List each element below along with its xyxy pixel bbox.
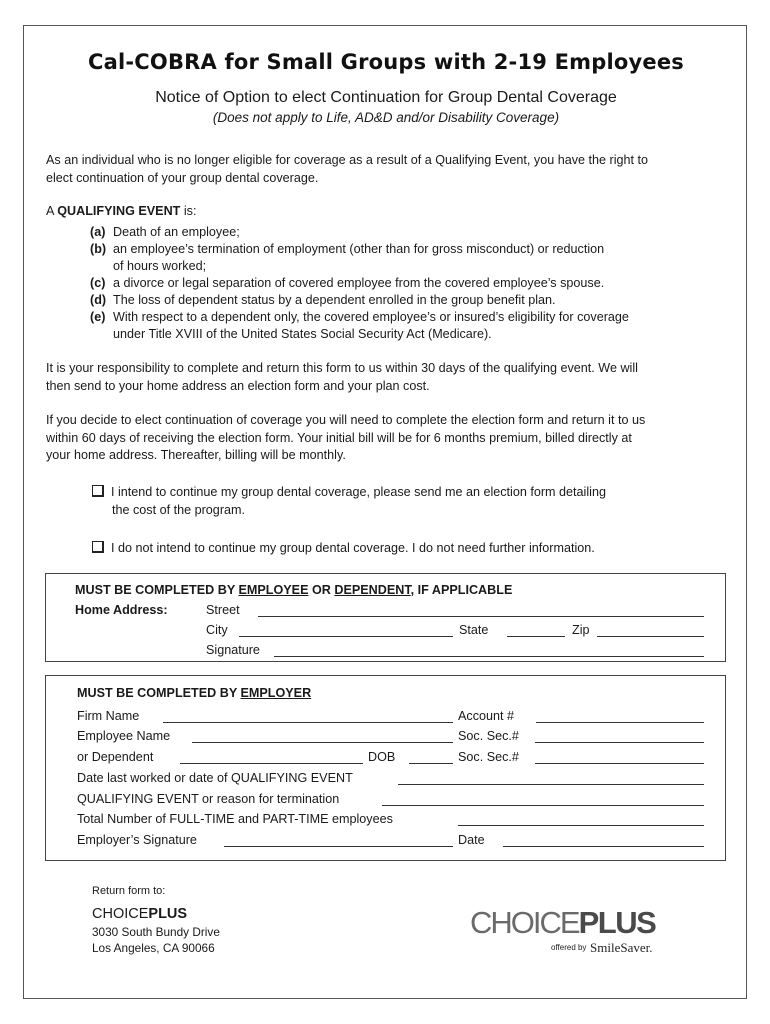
- street-label: Street: [206, 603, 240, 617]
- or-dependent-label: or Dependent: [77, 750, 154, 764]
- employee-name-label: Employee Name: [77, 729, 171, 743]
- zip-label: Zip: [572, 623, 590, 637]
- reason-field[interactable]: [382, 805, 704, 806]
- qualifying-item-b: (b) an employee’s termination of employment (other than for gross misconduct) or reduction: [90, 242, 605, 256]
- state-label: State: [459, 623, 489, 637]
- account-field[interactable]: [536, 722, 704, 723]
- qualifying-item-e: (e) With respect to a dependent only, the covered employee’s or insured’s eligibility for coverage: [90, 310, 629, 324]
- return-company: CHOICEPLUS: [92, 906, 188, 922]
- decision-text: If you decide to elect continuation of coverage you will need to complete the election form and return it to us within 60 days of receiving the election form. Your initial bill will be for 6 months premium, billed directly at your home address. Thereafter, billing will be monthly.: [46, 413, 646, 462]
- soc-sec-label: Soc. Sec.#: [458, 729, 519, 743]
- account-label: Account #: [458, 709, 515, 723]
- option-continue[interactable]: I intend to continue my group dental coverage, please send me an election form detailing the cost of the program.: [92, 484, 606, 519]
- signature-field[interactable]: [274, 656, 704, 657]
- date-label: Date: [458, 833, 485, 847]
- city-label: City: [206, 623, 228, 637]
- date-last-worked-label: Date last worked or date of QUALIFYING EVENT: [77, 771, 353, 785]
- firm-name-field[interactable]: [163, 722, 453, 723]
- street-field[interactable]: [258, 616, 704, 617]
- firm-name-label: Firm Name: [77, 709, 140, 723]
- choiceplus-logo: CHOICEPLUS: [470, 905, 656, 940]
- home-address-label: Home Address:: [75, 603, 168, 617]
- offered-by-label: offered by: [551, 943, 587, 952]
- return-label: Return form to:: [92, 885, 166, 897]
- responsibility-text: It is your responsibility to complete and return this form to us within 30 days of the qualifying event. We will then send to your home address an election form and your plan cost.: [46, 361, 638, 393]
- form-note: (Does not apply to Life, AD&D and/or Disability Coverage): [212, 110, 560, 125]
- qualifying-item-e-cont: under Title XVIII of the United States Social Security Act (Medicare).: [113, 327, 492, 341]
- decline-checkbox[interactable]: [92, 541, 104, 553]
- form-subtitle: Notice of Option to elect Continuation for Group Dental Coverage: [155, 89, 617, 106]
- employer-section: [45, 675, 726, 861]
- intro-line-1: As an individual who is no longer eligible for coverage as a result of a Qualifying Event, you have the right to: [46, 153, 649, 167]
- state-field[interactable]: [507, 636, 565, 637]
- employer-section-heading: MUST BE COMPLETED BY EMPLOYER: [77, 686, 312, 700]
- option-decline[interactable]: I do not intend to continue my group dental coverage. I do not need further information.: [92, 540, 595, 558]
- form-title: Cal-COBRA for Small Groups with 2-19 Employees: [88, 50, 684, 74]
- dependent-soc-sec-label: Soc. Sec.#: [458, 750, 519, 764]
- qualifying-heading: A QUALIFYING EVENT is:: [46, 204, 197, 218]
- qualifying-item-c: (c) a divorce or legal separation of covered employee from the covered employee’s spouse.: [90, 276, 605, 290]
- qualifying-item-b-cont: of hours worked;: [113, 259, 207, 273]
- employee-name-field[interactable]: [192, 742, 453, 743]
- dependent-soc-sec-field[interactable]: [535, 763, 704, 764]
- intro-text: [46, 152, 648, 187]
- soc-sec-field[interactable]: [535, 742, 704, 743]
- qualifying-item-a: (a) Death of an employee;: [90, 225, 240, 239]
- zip-field[interactable]: [597, 636, 704, 637]
- reason-label: QUALIFYING EVENT or reason for termination: [77, 792, 340, 806]
- smilesaver-brand: SmileSaver.: [590, 940, 653, 955]
- employer-signature-label: Employer’s Signature: [77, 833, 197, 847]
- return-address-2: Los Angeles, CA 90066: [92, 941, 215, 955]
- city-field[interactable]: [239, 636, 453, 637]
- dependent-name-field[interactable]: [180, 763, 363, 764]
- employee-section-heading: MUST BE COMPLETED BY EMPLOYEE OR DEPENDENT, IF APPLICABLE: [75, 583, 513, 597]
- dob-label: DOB: [368, 750, 396, 764]
- form-page: [23, 25, 747, 999]
- dob-field[interactable]: [409, 763, 453, 764]
- total-employees-label: Total Number of FULL-TIME and PART-TIME employees: [77, 812, 393, 826]
- total-employees-field[interactable]: [458, 825, 704, 826]
- date-last-worked-field[interactable]: [398, 784, 704, 785]
- date-field[interactable]: [503, 846, 704, 847]
- employee-section: [45, 573, 726, 662]
- intro-line-2: elect continuation of your group dental coverage.: [46, 170, 319, 185]
- qualifying-item-d: (d) The loss of dependent status by a dependent enrolled in the group benefit plan.: [90, 293, 556, 307]
- continue-checkbox[interactable]: [92, 485, 104, 497]
- return-address-1: 3030 South Bundy Drive: [92, 925, 220, 939]
- employer-signature-field[interactable]: [224, 846, 453, 847]
- signature-label: Signature: [206, 643, 260, 657]
